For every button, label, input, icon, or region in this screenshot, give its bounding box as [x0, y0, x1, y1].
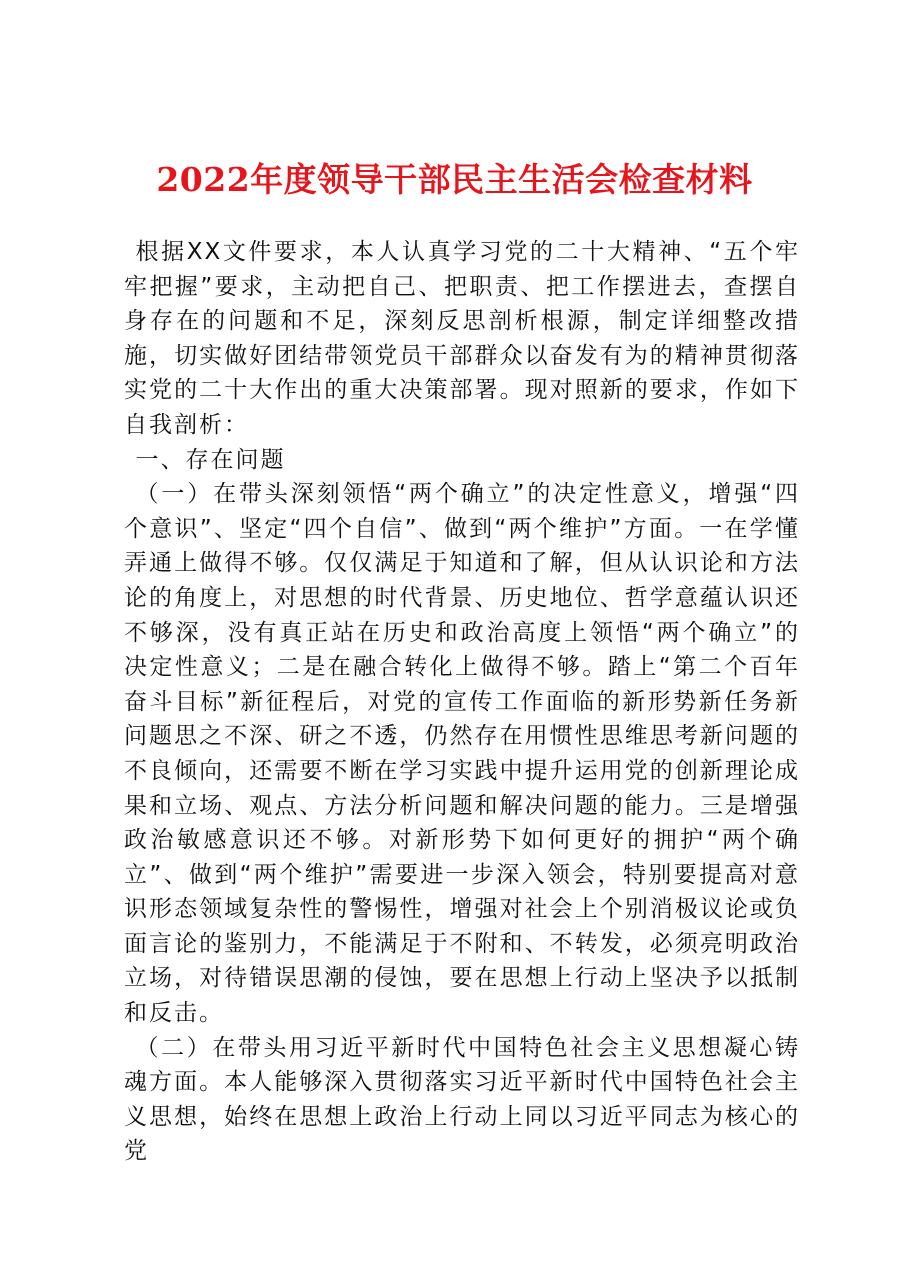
- paragraph-section-1: （一）在带头深刻领悟“两个确立”的决定性意义，增强“四个意识”、坚定“四个自信”、做到“两个维护”方面。一在学懂弄通上做得不够。仅仅满足于知道和了解，但从认识论和方法论的角度上，对思想的时代背景、历史地位、哲学意蕴认识还不够深，没有真正站在历史和政治高度上领悟“两个确立”的决定性意义；二是在融合转化上做得不够。踏上“第二个百年奋斗目标”新征程后，对党的宣传工作面临的新形势新任务新问题思之不深、研之不透，仍然存在用惯性思维思考新问题的不良倾向，还需要不断在学习实践中提升运用党的创新理论成果和立场、观点、方法分析问题和解决问题的能力。三是增强政治敏感意识还不够。对新形势下如何更好的拥护“两个确立”、做到“两个维护”需要进一步深入领会，特别要提高对意识形态领域复杂性的警惕性，增强对社会上个别消极议论或负面言论的鉴别力，不能满足于不附和、不转发，必须亮明政治立场，对待错误思潮的侵蚀，要在思想上行动上坚决予以抵制和反击。: [124, 481, 800, 1027]
- paragraph-section-2: （二）在带头用习近平新时代中国特色社会主义思想凝心铸魂方面。本人能够深入贯彻落实习近平新时代中国特色社会主义思想，始终在思想上政治上行动上同以习近平同志为核心的党: [124, 1034, 800, 1165]
- document-title: 2022年度领导干部民主生活会检查材料: [156, 160, 753, 199]
- paragraph-intro: 根据XX文件要求，本人认真学习党的二十大精神、“五个牢牢把握”要求，主动把自己、把职责、把工作摆进去，查摆自身存在的问题和不足，深刻反思剖析根源，制定详细整改措施，切实做好团结带领党员干部群众以奋发有为的精神贯彻落实党的二十大作出的重大决策部署。现对照新的要求，作如下自我剖析：: [124, 239, 800, 438]
- section-heading-problems: 一、存在问题: [135, 446, 286, 473]
- document-body: [124, 235, 800, 1169]
